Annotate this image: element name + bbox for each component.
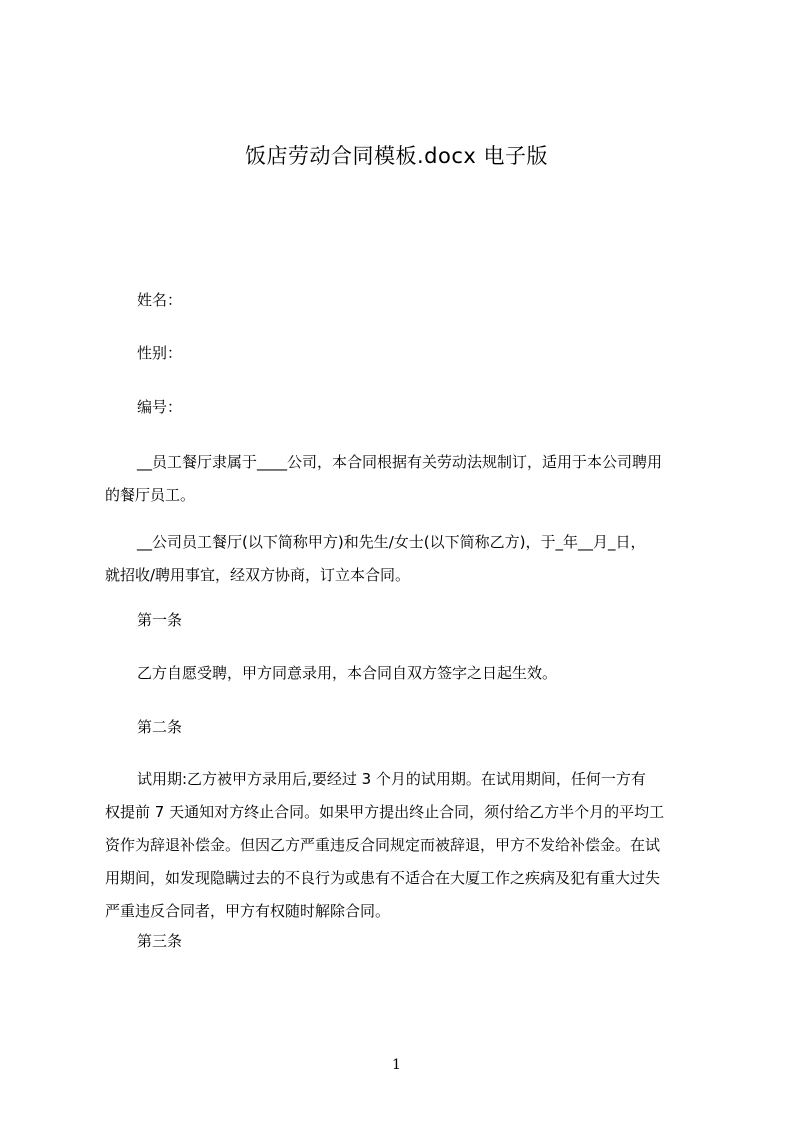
- intro-paragraph-1-line-2: 的餐厅员工。: [105, 486, 196, 504]
- article-2-line: 权提前 7 天通知对方终止合同。如果甲方提出终止合同，须付给乙方半个月的平均工: [105, 803, 665, 821]
- article-3-heading: 第三条: [137, 932, 183, 950]
- page-number: 1: [392, 1057, 401, 1073]
- intro-paragraph-2: [105, 526, 695, 592]
- article-2-heading: 第二条: [137, 718, 183, 736]
- article-1-heading: 第一条: [137, 611, 183, 629]
- intro-paragraph-1-line-1: __员工餐厅隶属于____公司，本合同根据有关劳动法规制订，适用于本公司聘用: [137, 453, 663, 471]
- intro-paragraph-2-line-2: 就招收/聘用事宜，经双方协商，订立本合同。: [105, 566, 411, 584]
- field-number-label: 编号：: [137, 398, 183, 416]
- article-2-line: 严重违反合同者，甲方有权随时解除合同。: [105, 902, 391, 920]
- intro-paragraph-1: [105, 446, 695, 512]
- intro-paragraph-2-line-1: __公司员工餐厅(以下简称甲方)和先生/女士(以下简称乙方)，于_年__月_日，: [137, 533, 646, 551]
- article-2-line: 试用期:乙方被甲方录用后,要经过 3 个月的试用期。在试用期间，任何一方有: [137, 770, 646, 788]
- article-1-body: 乙方自愿受聘，甲方同意录用，本合同自双方签字之日起生效。: [137, 664, 558, 682]
- field-gender-label: 性别：: [137, 344, 183, 362]
- article-2-line: 用期间，如发现隐瞒过去的不良行为或患有不适合在大厦工作之疾病及犯有重大过失: [105, 869, 661, 887]
- field-name-label: 姓名：: [137, 291, 183, 309]
- article-2-body: [105, 763, 695, 928]
- article-2-line: 资作为辞退补偿金。但因乙方严重违反合同规定而被辞退，甲方不发给补偿金。在试: [105, 836, 661, 854]
- document-title: 饭店劳动合同模板.docx 电子版: [244, 144, 548, 168]
